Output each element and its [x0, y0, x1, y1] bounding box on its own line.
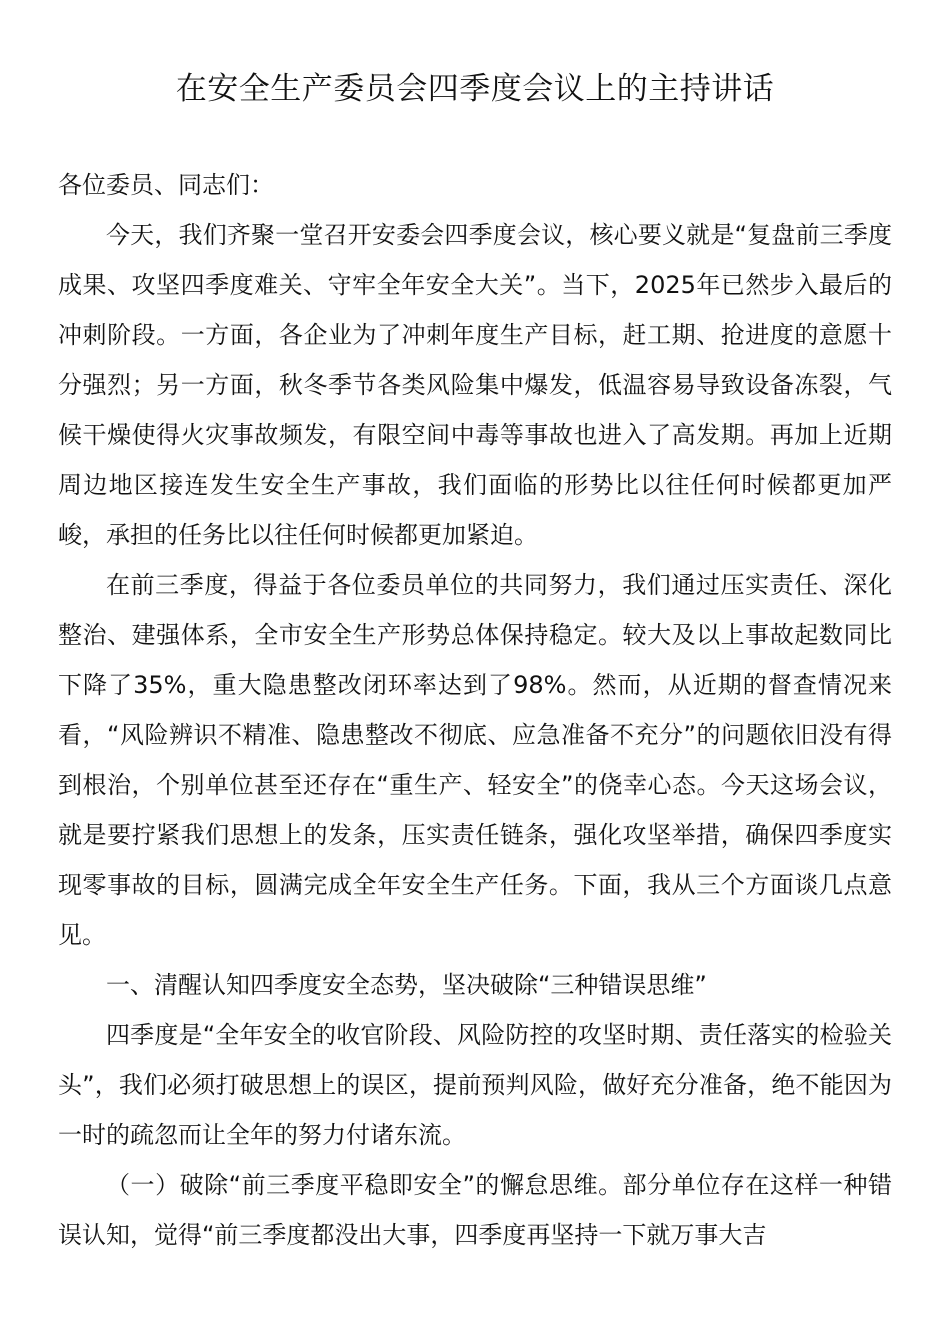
document-body	[58, 160, 892, 1260]
section-heading: 一、清醒认知四季度安全态势，坚决破除“三种错误思维”	[106, 971, 707, 999]
paragraph-section-intro: 四季度是“全年安全的收官阶段、风险防控的攻坚时期、责任落实的检验关头”，我们必须打破思想上的误区，提前预判风险，做好充分准备，绝不能因为一时的疏忽而让全年的努力付诸东流。	[58, 1021, 892, 1149]
salutation: 各位委员、同志们：	[58, 171, 274, 199]
paragraph-review: 在前三季度，得益于各位委员单位的共同努力，我们通过压实责任、深化整治、建强体系，全市安全生产形势总体保持稳定。较大及以上事故起数同比下降了35%，重大隐患整改闭环率达到了98%。然而，从近期的督查情况来看，“风险辨识不精准、隐患整改不彻底、应急准备不充分”的问题依旧没有得到根治，个别单位甚至还存在“重生产、轻安全”的侥幸心态。今天这场会议，就是要拧紧我们思想上的发条，压实责任链条，强化攻坚举措，确保四季度实现零事故的目标，圆满完成全年安全生产任务。下面，我从三个方面谈几点意见。	[58, 571, 892, 949]
paragraph-intro: 今天，我们齐聚一堂召开安委会四季度会议，核心要义就是“复盘前三季度成果、攻坚四季度难关、守牢全年安全大关”。当下，2025年已然步入最后的冲刺阶段。一方面，各企业为了冲刺年度生产目标，赶工期、抢进度的意愿十分强烈；另一方面，秋冬季节各类风险集中爆发，低温容易导致设备冻裂，气候干燥使得火灾事故频发，有限空间中毒等事故也进入了高发期。再加上近期周边地区接连发生安全生产事故，我们面临的形势比以往任何时候都更加严峻，承担的任务比以往任何时候都更加紧迫。	[58, 221, 892, 549]
document-title: 在安全生产委员会四季度会议上的主持讲话	[175, 71, 775, 107]
paragraph-subsection-one: （一）破除“前三季度平稳即安全”的懈怠思维。部分单位存在这样一种错误认知，觉得“前三季度都没出大事，四季度再坚持一下就万事大吉	[58, 1171, 892, 1249]
